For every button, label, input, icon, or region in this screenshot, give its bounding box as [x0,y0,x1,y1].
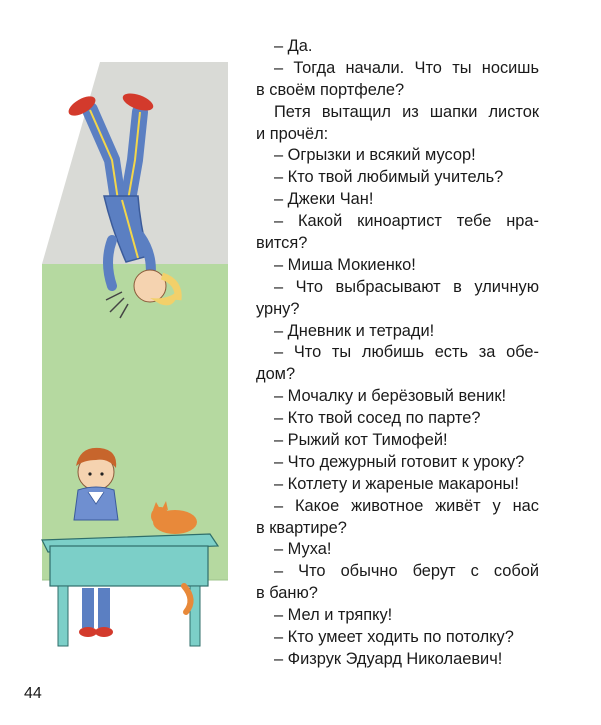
dialogue-line: – Мочалку и берёзовый веник! [274,387,507,406]
dialogue-line: – Огрызки и всякий мусор! [274,146,476,165]
dialogue-line: урну? [256,299,300,318]
dialogue-line: в квартире? [256,518,347,537]
illustration [0,0,250,660]
dialogue-line: – Котлету и жареные макароны! [274,474,519,493]
dialogue-line: – Кто твой сосед по парте? [274,409,481,428]
dialogue-line: дом? [256,365,296,384]
dialogue-line: – Рыжий кот Тимофей! [274,431,448,450]
illustration-svg [0,0,250,660]
dialogue-line: и прочёл: [256,124,329,143]
dialogue-line: – Кто твой любимый учитель? [274,168,504,187]
dialogue-line: – Тогда начали. Что ты носишь [274,58,539,77]
dialogue-line: вится? [256,234,308,253]
dialogue-line: в баню? [256,584,318,603]
dialogue-line: в своём портфеле? [256,80,405,99]
man-head [134,270,166,302]
dialogue-line: – Какое животное живёт у нас [274,496,539,515]
dialogue-line: – Что ты любишь есть за обе- [274,343,539,362]
dialogue-line: – Кто умеет ходить по потолку? [274,628,514,647]
dialogue-line: – Какой киноартист тебе нра- [274,212,539,231]
dialogue-line: – Физрук Эдуард Николаевич! [274,649,503,668]
wall-shape [42,264,228,580]
dialogue-line: – Что выбрасывают в уличную [274,277,539,296]
dialogue-line: – Миша Мокиенко! [274,255,416,274]
dialogue-line: – Да. [274,37,313,55]
page-number: 44 [24,685,42,702]
dialogue-text [256,36,539,671]
dialogue-line: Петя вытащил из шапки листок [274,102,539,121]
dialogue-line: – Что обычно берут с собой [274,562,539,581]
dialogue-line: – Муха! [274,540,332,559]
dialogue-line: – Мел и тряпку! [274,606,393,625]
dialogue-line: – Дневник и тетради! [274,321,435,340]
dialogue-line: – Джеки Чан! [274,190,374,209]
dialogue-line: – Что дежурный готовит к уроку? [274,452,525,471]
